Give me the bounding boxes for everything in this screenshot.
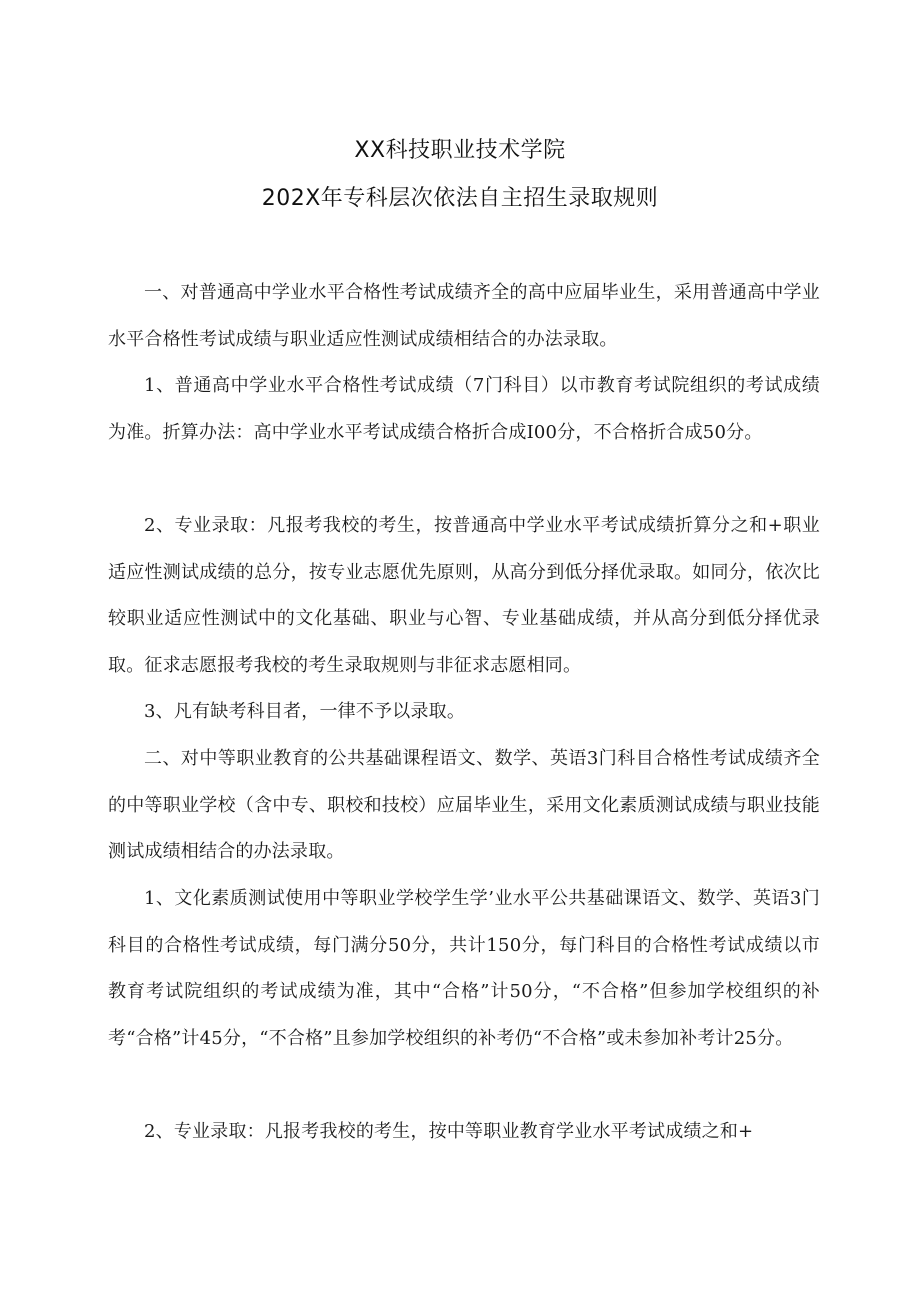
document-title-institution: XX科技职业技术学院 <box>354 138 566 163</box>
section-two-item-2-paragraph: 2、专业录取：凡报考我校的考生，按中等职业教育学业水平考试成绩之和+ <box>144 1121 754 1142</box>
section-one-item-3-paragraph: 3、凡有缺考科目者，一律不予以录取。 <box>144 701 466 722</box>
document-title-rules: 202X年专科层次依法自主招生录取规则 <box>261 186 659 211</box>
section-two-item-1-paragraph: 1、文化素质测试使用中等职业学校学生学’业水平公共基础课语文、数学、英语3门科目的合格性考试成绩，每门满分50分，共计150分，每门科目的合格性考试成绩以市教育考试院组织的考试成绩为准，其中“合格”计50分，“不合格”但参加学校组织的补考“合格”计45分，“不合格”且参加学校组织的补考仍“不合格”或未参加补考计25分。 <box>108 888 820 1049</box>
section-one-item-2-paragraph: 2、专业录取：凡报考我校的考生，按普通高中学业水平考试成绩折算分之和+职业适应性测试成绩的总分，按专业志愿优先原则，从高分到低分择优录取。如同分，依次比较职业适应性测试中的文化基础、职业与心智、专业基础成绩，并从高分到低分择优录取。征求志愿报考我校的考生录取规则与非征求志愿相同。 <box>108 515 820 676</box>
section-two-intro-paragraph: 二、对中等职业教育的公共基础课程语文、数学、英语3门科目合格性考试成绩齐全的中等职业学校（含中专、职校和技校）应届毕业生，采用文化素质测试成绩与职业技能测试成绩相结合的办法录取。 <box>108 748 820 862</box>
section-one-item-1-paragraph: 1、普通高中学业水平合格性考试成绩（7门科目）以市教育考试院组织的考试成绩为准。折算办法：高中学业水平考试成绩合格折合成I00分，不合格折合成50分。 <box>108 375 820 443</box>
section-one-intro-paragraph: 一、对普通高中学业水平合格性考试成绩齐全的高中应届毕业生，采用普通高中学业水平合格性考试成绩与职业适应性测试成绩相结合的办法录取。 <box>108 282 820 350</box>
